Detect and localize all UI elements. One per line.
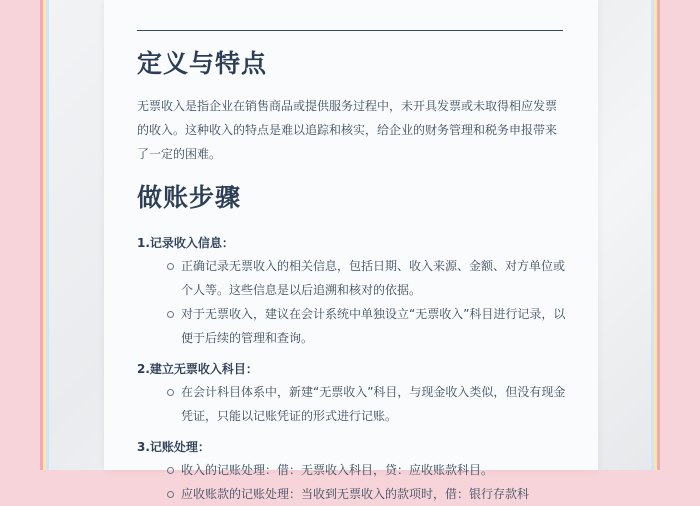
list-item	[167, 254, 567, 302]
step-heading-2: 2.建立无票收入科目：	[137, 362, 258, 376]
list-item	[167, 380, 567, 428]
step-2-list	[137, 380, 567, 428]
circle-bullet-icon	[167, 491, 174, 498]
section-title-steps: 做账步骤	[137, 183, 242, 212]
list-item-text: 应收账款的记账处理：当收到无票收入的款项时，借：银行存款科	[181, 487, 530, 501]
list-item-text: 对于无票收入，建议在会计系统中单独设立“无票收入”科目进行记录，以便于后续的管理和查询。	[181, 307, 566, 345]
circle-bullet-icon	[167, 311, 174, 318]
list-item	[167, 458, 567, 482]
article-content	[137, 44, 567, 506]
top-divider	[137, 30, 563, 31]
definition-paragraph: 无票收入是指企业在销售商品或提供服务过程中，未开具发票或未取得相应发票的收入。这种收入的特点是难以追踪和核实，给企业的财务管理和税务申报带来了一定的困难。	[137, 99, 558, 161]
list-item	[167, 482, 567, 506]
list-item-text: 收入的记账处理：借：无票收入科目，贷：应收账款科目。	[181, 463, 494, 477]
list-item	[167, 302, 567, 350]
page-background	[49, 0, 651, 501]
section-title-definition: 定义与特点	[137, 49, 268, 78]
border-stripe-pink-right	[657, 0, 660, 470]
step-1-list	[137, 254, 567, 350]
circle-bullet-icon	[167, 389, 174, 396]
article-card	[104, 0, 598, 501]
step-3-list	[137, 458, 567, 506]
circle-bullet-icon	[167, 263, 174, 270]
step-heading-3: 3.记账处理：	[137, 440, 210, 454]
circle-bullet-icon	[167, 467, 174, 474]
list-item-text: 正确记录无票收入的相关信息，包括日期、收入来源、金额、对方单位或个人等。这些信息是以后追溯和核对的依据。	[181, 259, 566, 297]
step-heading-1: 1.记录收入信息：	[137, 236, 234, 250]
list-item-text: 在会计科目体系中，新建“无票收入”科目，与现金收入类似，但没有现金凭证，只能以记账凭证的形式进行记账。	[181, 385, 566, 423]
